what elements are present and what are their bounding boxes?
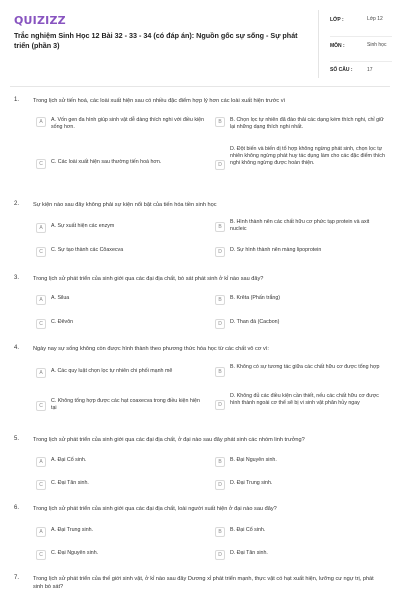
quizizz-logo: QUIZIZZ (14, 14, 66, 27)
class-label: LỚP : (330, 17, 344, 23)
option-letter-badge: A (36, 368, 46, 378)
answer-option[interactable] (36, 223, 206, 233)
answer-option[interactable] (36, 550, 206, 560)
answer-option[interactable] (215, 364, 387, 377)
answer-option[interactable] (215, 295, 387, 305)
option-letter-badge: D (215, 319, 225, 329)
option-text: C. Đại Nguyên sinh. (51, 550, 99, 556)
answer-option[interactable] (36, 319, 206, 329)
option-letter-badge: B (215, 222, 225, 232)
answer-option[interactable] (215, 457, 387, 467)
answer-option[interactable] (36, 247, 206, 257)
question-number: 6. (14, 505, 20, 511)
option-text: B. Krêta (Phấn trắng) (230, 295, 281, 301)
question-number: 2. (14, 201, 20, 207)
header-rule (10, 86, 390, 87)
document-header (0, 0, 400, 86)
option-text: D. Đột biến và biến dị tổ hợp không ngừng phát sinh, chọn lọc tự nhiên không ngừng phát huy tác dụng làm cho các đặc điểm thích nghi không ngừng được hoàn thiện. (230, 146, 385, 167)
option-text: B. Chọn lọc tự nhiên đã đào thải các dạng kém thích nghi, chỉ giữ lại những dạng thích nghi nhất. (230, 117, 384, 131)
question-number: 5. (14, 436, 20, 442)
header-divider (318, 10, 319, 78)
option-letter-badge: A (36, 527, 46, 537)
option-text: C. Không tổng hợp được các hạt coaxecva trong điều kiện hiện tại (51, 398, 200, 412)
option-letter-badge: B (215, 527, 225, 537)
question-text: Ngày nay sự sống không còn được hình thành theo phương thức hóa học từ các chất vô cơ vì: (33, 346, 269, 352)
answer-option[interactable] (215, 550, 387, 560)
subject-value: Sinh học (367, 42, 387, 48)
answer-option[interactable] (215, 393, 387, 410)
option-text: B. Hình thành nên các chất hữu cơ phức tạp protein và axit nucleic (230, 219, 370, 233)
option-text: D. Đại Tân sinh. (230, 550, 268, 556)
option-letter-badge: A (36, 117, 46, 127)
answer-option[interactable] (36, 457, 206, 467)
answer-option[interactable] (215, 319, 387, 329)
meta-separator (330, 36, 392, 37)
answer-option[interactable] (215, 527, 387, 537)
count-value: 17 (367, 67, 373, 73)
answer-option[interactable] (36, 368, 211, 378)
answer-option[interactable] (36, 117, 206, 131)
question-text: Sự kiện nào sau đây không phải sự kiện nổi bật của tiến hóa tiền sinh học (33, 202, 217, 208)
option-letter-badge: C (36, 550, 46, 560)
option-letter-badge: A (36, 457, 46, 467)
option-text: D. Sự hình thành nên màng lipoprotein (230, 247, 322, 253)
option-text: A. Các quy luật chọn lọc tự nhiên chi phối mạnh mẽ (51, 368, 173, 374)
option-letter-badge: C (36, 159, 46, 169)
answer-option[interactable] (36, 527, 206, 537)
answer-option[interactable] (215, 117, 387, 131)
option-letter-badge: C (36, 319, 46, 329)
option-letter-badge: C (36, 247, 46, 257)
option-letter-badge: D (215, 160, 225, 170)
option-letter-badge: D (215, 480, 225, 490)
option-letter-badge: C (36, 401, 46, 411)
option-text: A. Đại Trung sinh. (51, 527, 94, 533)
answer-option[interactable] (36, 295, 206, 305)
option-letter-badge: D (215, 550, 225, 560)
answer-option[interactable] (215, 480, 387, 490)
option-letter-badge: C (36, 480, 46, 490)
question-number: 1. (14, 97, 20, 103)
option-text: B. Không có sự tương tác giữa các chất hữu cơ được tổng hợp (230, 364, 380, 370)
option-letter-badge: B (215, 367, 225, 377)
option-text: D. Than đá (Cacbon) (230, 319, 280, 325)
answer-option[interactable] (215, 219, 387, 233)
count-label: SỐ CÂU : (330, 67, 353, 73)
answer-option[interactable] (36, 480, 206, 490)
option-text: C. Đại Tân sinh. (51, 480, 89, 486)
subject-label: MÔN : (330, 43, 345, 49)
answer-option[interactable] (36, 159, 206, 169)
option-text: D. Đại Trung sinh. (230, 480, 273, 486)
question-number: 4. (14, 345, 20, 351)
question-text: Trong lịch sử phát triển của sinh giới qua các đại địa chất, ở đại nào sau đây phát sinh các nhóm linh trưởng? (33, 437, 305, 443)
meta-separator (330, 61, 392, 62)
option-text: B. Đại Cổ sinh. (230, 527, 266, 533)
answer-option[interactable] (215, 247, 387, 257)
option-letter-badge: B (215, 295, 225, 305)
option-text: C. Các loài xuất hiện sau thường tiến hoá hơn. (51, 159, 162, 165)
answer-option[interactable] (36, 398, 206, 412)
document-title: Trắc nghiệm Sinh Học 12 Bài 32 - 33 - 34 (có đáp án): Nguồn gốc sự sống - Sự phát triển (phần 3) (14, 31, 298, 50)
question-text: Trong lịch sử phát triển của thế giới sinh vật, ở kỉ nào sau đây Dương xỉ phát triển mạnh, thực vật có hạt xuất hiện, lưỡng cư ngự trị, phát sinh bò sát? (33, 576, 374, 590)
option-text: C. Sự tạo thành các Côaxecva (51, 247, 124, 253)
class-value: Lớp 12 (367, 16, 383, 22)
option-letter-badge: B (215, 117, 225, 127)
answer-option[interactable] (215, 146, 387, 170)
option-text: C. Đêvôn (51, 319, 74, 325)
option-letter-badge: B (215, 457, 225, 467)
option-text: A. Vốn gen đa hình giúp sinh vật dễ dàng thích nghi với điều kiện sống hơn. (51, 117, 205, 131)
option-text: A. Silua (51, 295, 70, 301)
option-letter-badge: A (36, 223, 46, 233)
option-text: D. Không đủ các điều kiện cần thiết, nếu các chất hữu cơ được hình thành ngoài cơ thể sẽ bị vi sinh vật phân hủy ngay (230, 393, 379, 407)
option-text: B. Đại Nguyên sinh. (230, 457, 277, 463)
option-text: A. Sự xuất hiện các enzym (51, 223, 115, 229)
option-text: A. Đại Cổ sinh. (51, 457, 87, 463)
option-letter-badge: D (215, 400, 225, 410)
question-number: 3. (14, 275, 20, 281)
question-text: Trong lịch sử tiến hoá, các loài xuất hiện sau có nhiều đặc điểm hợp lý hơn các loài xuất hiện trước vì (33, 98, 286, 104)
option-letter-badge: A (36, 295, 46, 305)
option-letter-badge: D (215, 247, 225, 257)
question-text: Trong lịch sử phát triển của sinh giới qua các đại địa chất, bò sát phát sinh ở kỉ nào sau đây? (33, 276, 264, 282)
question-number: 7. (14, 575, 20, 581)
question-text: Trong lịch sử phát triển của sinh giới qua các đại địa chất, loài người xuất hiện ở đại nào sau đây? (33, 506, 277, 512)
